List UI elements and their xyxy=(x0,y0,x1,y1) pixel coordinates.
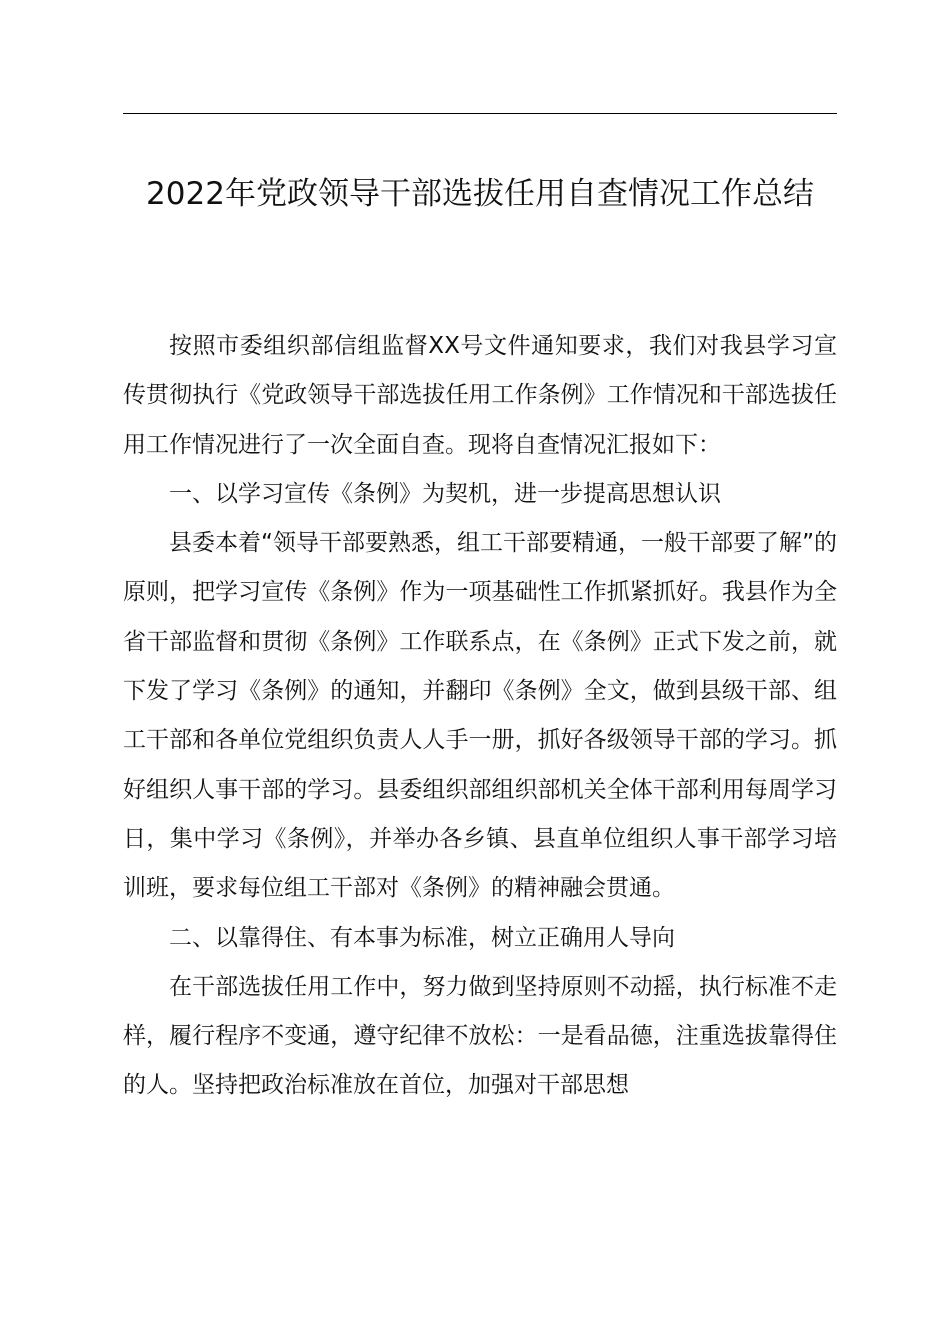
body-paragraph-intro: 按照市委组织部信组监督XX号文件通知要求，我们对我县学习宣传贯彻执行《党政领导干部选拔任用工作条例》工作情况和干部选拔任用工作情况进行了一次全面自查。现将自查情况汇报如下： xyxy=(123,333,837,458)
section-heading-1: 一、以学习宣传《条例》为契机，进一步提高思想认识 xyxy=(169,480,721,507)
header-rule xyxy=(123,113,837,114)
document-title: 2022年党政领导干部选拔任用自查情况工作总结 xyxy=(146,176,814,212)
document-body xyxy=(123,322,837,1111)
body-paragraph-section-2: 在干部选拔任用工作中，努力做到坚持原则不动摇，执行标准不走样，履行程序不变通，遵守纪律不放松：一是看品德，注重选拔靠得住的人。坚持把政治标准放在首位，加强对干部思想 xyxy=(123,973,837,1099)
section-heading-2: 二、以靠得住、有本事为标准，树立正确用人导向 xyxy=(169,924,675,951)
body-paragraph-section-1: 县委本着“领导干部要熟悉，组工干部要精通，一般干部要了解”的原则，把学习宣传《条例》作为一项基础性工作抓紧抓好。我县作为全省干部监督和贯彻《条例》工作联系点，在《条例》正式下发之前，就下发了学习《条例》的通知，并翻印《条例》全文，做到县级干部、组工干部和各单位党组织负责人人手一册，抓好各级领导干部的学习。抓好组织人事干部的学习。县委组织部组织部机关全体干部利用每周学习日，集中学习《条例》，并举办各乡镇、县直单位组织人事干部学习培训班，要求每位组工干部对《条例》的精神融会贯通。 xyxy=(123,530,837,902)
